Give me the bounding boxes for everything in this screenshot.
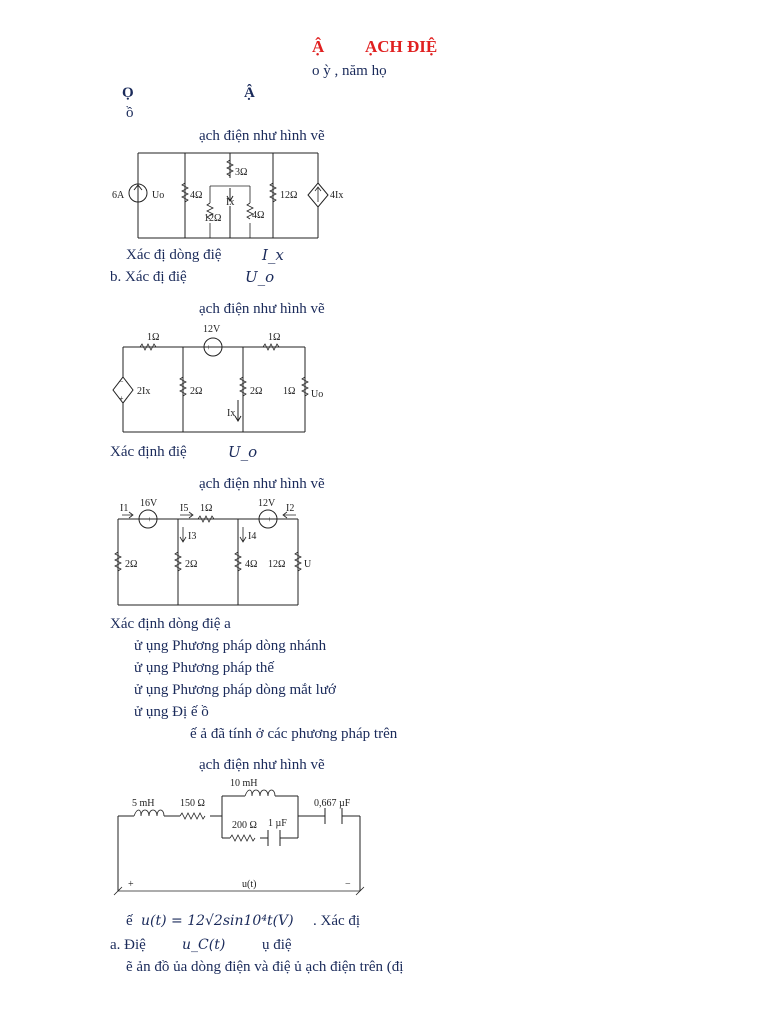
p4-part-b: ẽ ản đồ ủa dòng điện và điệ ủ ạch điện trên (đị	[126, 959, 404, 975]
p4-given-suffix: . Xác đị	[313, 913, 361, 929]
p3-method-2: ử ụng Phương pháp thế	[134, 660, 275, 676]
p3-label-i3: I3	[188, 531, 197, 542]
circuit-2	[105, 322, 345, 437]
p4-given-math: u(t) = 12√2sin10⁴t(V)	[141, 913, 294, 929]
p2-label-r2a: 2Ω	[190, 386, 203, 397]
problem-4-intro: ạch điện như hình vẽ	[199, 757, 325, 773]
p2-label-ix: Ix	[227, 408, 236, 419]
p3-label-u: U	[304, 559, 312, 570]
p1-label-r3: 3Ω	[235, 167, 248, 178]
p2-label-r1b: 1Ω	[268, 332, 281, 343]
p4-label-10mh: 10 mH	[230, 778, 258, 789]
problem-2-intro: ạch điện như hình vẽ	[199, 301, 325, 317]
circuit-4	[110, 776, 370, 906]
p1-label-r4a: 4Ω	[190, 190, 203, 201]
circuit-1	[100, 148, 360, 243]
p2-label-12v: 12V	[203, 324, 221, 335]
p3-label-i5: I5	[180, 503, 189, 514]
p1-label-dep: 4Ix	[330, 190, 344, 201]
p2-label-r2b: 2Ω	[250, 386, 263, 397]
p4-label-cap1: 0,667 µF	[314, 798, 351, 809]
svg-text:−: −	[119, 377, 124, 386]
p1-label-r12b: 12Ω	[280, 190, 298, 201]
p1-label-r4b: 4Ω	[252, 210, 265, 221]
section-heading-part-2: Ậ	[244, 85, 255, 101]
p1-question-b: b. Xác đị điệ	[110, 269, 187, 285]
p3-method-3: ử ụng Phương pháp dòng mắt lướ	[134, 682, 336, 698]
p4-label-minus: −	[345, 879, 351, 890]
p4-part-a-suffix: ụ điệ	[262, 937, 292, 953]
p4-part-a-prefix: a. Điệ	[110, 937, 146, 953]
p2-question: Xác định điệ	[110, 444, 187, 460]
circuit-3	[110, 497, 320, 609]
p3-label-r1: 1Ω	[200, 503, 213, 514]
p3-question: Xác định dòng điệ a	[110, 616, 231, 632]
p4-label-cap2: 1 µF	[268, 818, 287, 829]
p1-math-uo: U_o	[245, 268, 275, 286]
p4-part-a-math: u_C(t)	[182, 937, 226, 953]
section-heading-part-1: Ọ	[122, 85, 134, 101]
p3-label-i2: I2	[286, 503, 295, 514]
p1-question-a: Xác đị dòng điệ	[126, 247, 222, 263]
p4-label-150: 150 Ω	[180, 798, 205, 809]
svg-text:+: +	[119, 394, 124, 403]
p3-label-i4: I4	[248, 531, 257, 542]
p3-label-r2b: 2Ω	[185, 559, 198, 570]
problem-1-intro: ạch điện như hình vẽ	[199, 128, 325, 144]
title-part-2: ẠCH ĐIỆ	[365, 37, 438, 56]
p4-label-ut: u(t)	[242, 879, 257, 890]
p4-given-prefix: ế	[126, 913, 133, 929]
p2-label-r1c: 1Ω	[283, 386, 296, 397]
p2-label-r1a: 1Ω	[147, 332, 160, 343]
p2-label-uo: Uo	[311, 389, 324, 400]
subtitle: o ỳ , năm họ	[312, 63, 387, 79]
p3-label-12v: 12V	[258, 498, 276, 509]
p3-label-16v: 16V	[140, 498, 158, 509]
title-part-1: Ậ	[312, 37, 325, 56]
p2-math-uo: U_o	[228, 443, 258, 461]
p4-label-plus: +	[128, 879, 134, 890]
problem-3-intro: ạch điện như hình vẽ	[199, 476, 325, 492]
p1-label-r12a: 12Ω	[204, 213, 222, 224]
p3-label-r2a: 2Ω	[125, 559, 138, 570]
svg-text:− +: − +	[141, 515, 153, 524]
p1-label-uo: Uo	[152, 190, 165, 201]
p3-note: ế ả đã tính ở các phương pháp trên	[190, 726, 398, 742]
svg-text:+ −: + −	[206, 343, 218, 352]
svg-text:− +: − +	[261, 515, 273, 524]
p1-math-ix: I_x	[262, 246, 284, 264]
p3-label-r12: 12Ω	[268, 559, 286, 570]
p1-label-ix: Ix	[226, 197, 235, 208]
p1-label-source: 6A	[112, 190, 125, 201]
p3-label-i1: I1	[120, 503, 129, 514]
p4-label-5mh: 5 mH	[132, 798, 155, 809]
p3-method-1: ử ụng Phương pháp dòng nhánh	[134, 638, 327, 654]
p2-label-dep: 2Ix	[137, 386, 151, 397]
section-note: ồ	[126, 105, 134, 121]
p3-method-4: ử ụng Đị ế ồ	[134, 704, 209, 720]
p4-label-200: 200 Ω	[232, 820, 257, 831]
p3-label-r4: 4Ω	[245, 559, 258, 570]
